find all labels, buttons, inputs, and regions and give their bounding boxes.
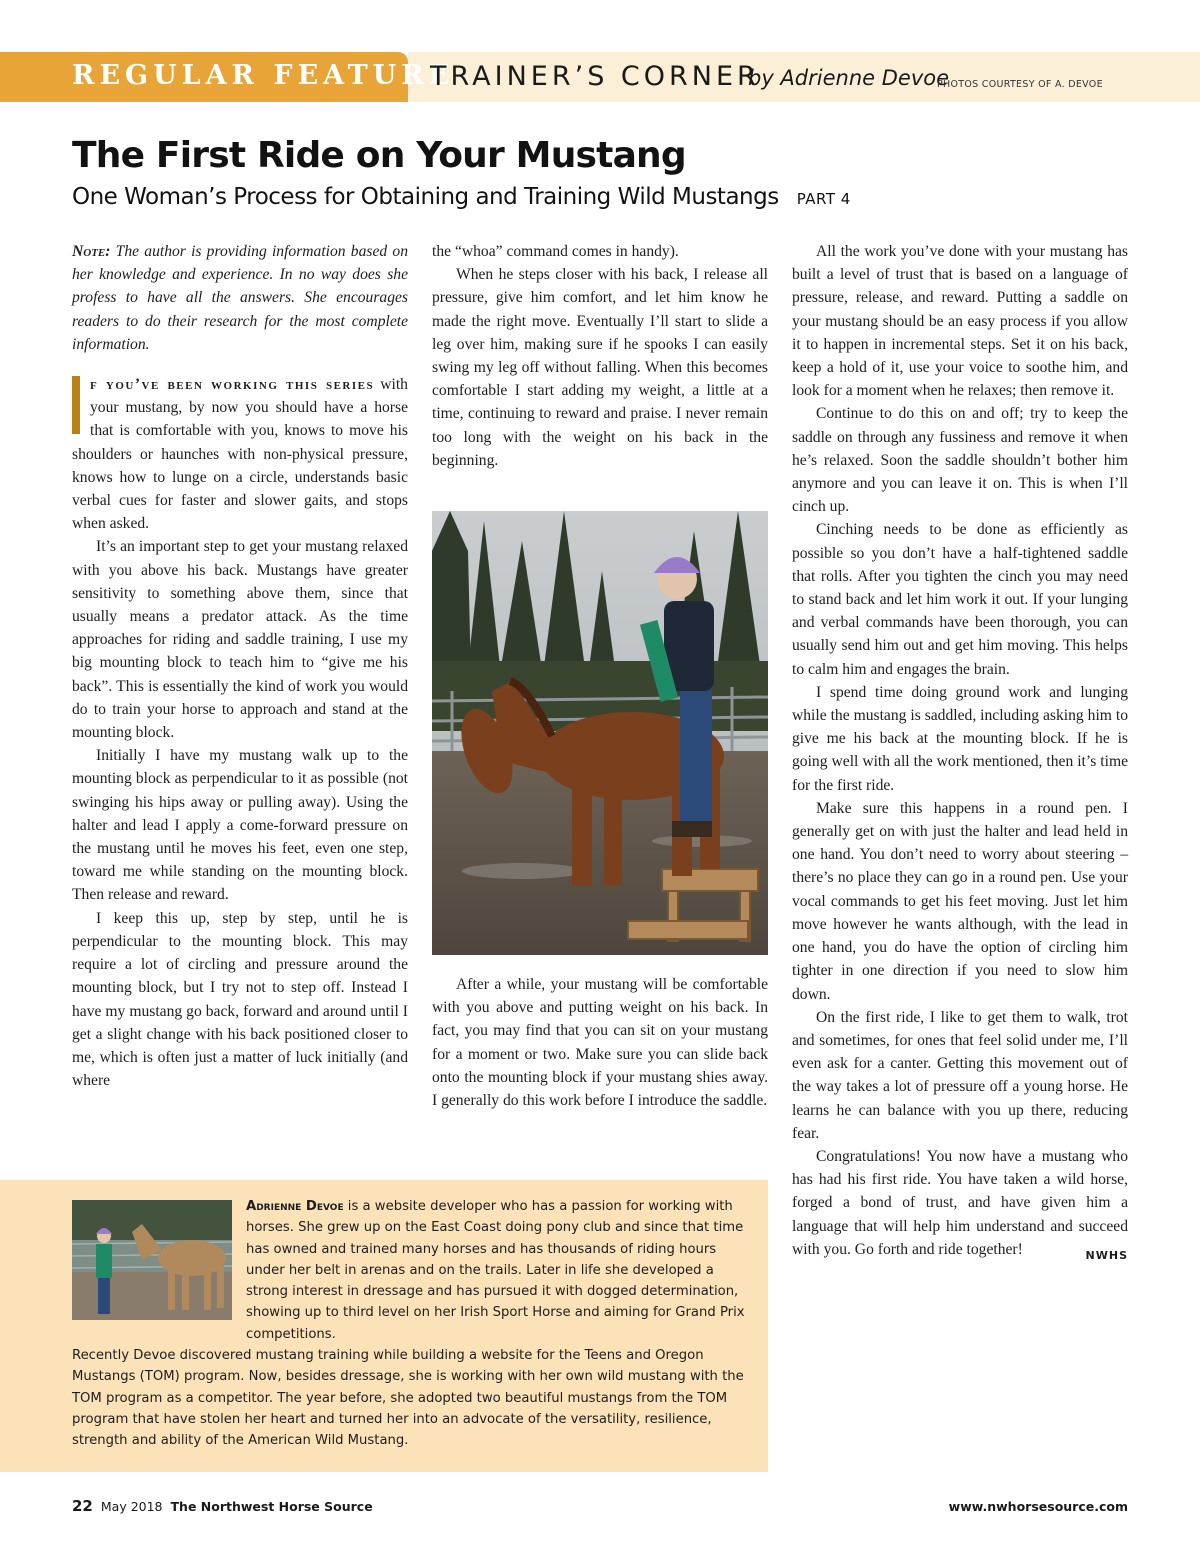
column-3 — [792, 240, 1128, 1267]
column-2 — [432, 240, 768, 472]
rider-on-mustang-photo — [432, 511, 768, 955]
lead-in: f you’ve been working this series — [90, 376, 375, 394]
column-1 — [72, 240, 408, 1092]
bio-text-1: is a website developer who has a passion for working with horses. She grew up on the East Coast doing pony club and since that time has owned and trained many horses and has thousands of riding hours under her belt in arenas and on the trails. Later in life she developed a strong interest in dressage and has pursued it with dogged determination, showing up to third level on her Irish Sport Horse and aiming for Grand Prix competitions. — [246, 1199, 745, 1342]
paragraph: It’s an important step to get your mustang relaxed with you above his back. Mustangs have greater sensitivity to something above them, since that usually means a predator attack. As the time approaches for riding and saddle training, I use my big mounting block to teach him to “give me his back”. This is essentially the kind of work you would do to train your horse to approach and stand at the mounting block. — [72, 538, 408, 742]
section-title: TRAINER’S CORNER — [430, 61, 760, 92]
lead-text: with your mustang, by now you should have a horse that is comfortable with you, knows to move his shoulders or haunches with non-physical pressure, knows how to lunge on a circle, understands basic verbal cues for faster and slower gaits, and stops when asked. — [72, 376, 408, 533]
paragraph: Initially I have my mustang walk up to the mounting block as perpendicular to it as possible (not swinging his hips away or pulling away). Using the halter and lead I apply a come-forward pressure on the mustang until he moves his feet, even one step, toward me while standing on the mounting block. Then release and reward. — [72, 747, 408, 904]
bio-paragraph-2: Recently Devoe discovered mustang training while building a website for the Teens and Oregon Mustangs (TOM) program. Now, besides dressage, she is working with her own wild mustang with the TOM program as a competitor. The year before, she adopted two beautiful mustangs from the TOM program that have stolen her heart and turned her into an advocate of the versatility, resilience, strength and ability of the American Wild Mustang. — [72, 1348, 744, 1449]
paragraph: I keep this up, step by step, until he is perpendicular to the mounting block. This may require a lot of circling and pressure around the mounting block, but I try not to step off. Instead I have my mustang go back, forward and around until I get a slight change with his back positioned closer to me, which is often just a matter of luck initially (and where — [72, 909, 408, 1090]
bio-paragraph-1 — [246, 1196, 746, 1345]
magazine-name: The Northwest Horse Source — [170, 1499, 373, 1514]
byline: by Adrienne Devoe — [748, 66, 950, 90]
part-label: PART 4 — [796, 190, 851, 208]
column-2-continued — [432, 973, 768, 1112]
note-label: Note: — [72, 243, 111, 260]
paragraph: I spend time doing ground work and lunging while the mustang is saddled, including asking him to give me his back at the mounting block. If he is going well with all the work mentioned, then it’s time for the first ride. — [792, 683, 1128, 794]
author-photo — [72, 1200, 232, 1320]
paragraph: the “whoa” command comes in handy). — [432, 243, 679, 260]
paragraph: Make sure this happens in a round pen. I generally get on with just the halter and lead held in one hand. You don’t need to worry about steering – there’s no place they can go in a round pen. Use your vocal commands to get his feet moving. Just let him move however he wants although, with the lead in one hand, you do have the option of circling him tighter in one direction if you need to slow him down. — [792, 799, 1128, 1003]
paragraph: All the work you’ve done with your mustang has built a level of trust that is based on a language of pressure, release, and reward. Putting a saddle on your mustang should be an easy process if you allow it to happen in incremental steps. Set it on his back, keep a hold of it, use your voice to soothe him, and look for a moment when he relaxes; then remove it. — [792, 243, 1128, 400]
issue-date: May 2018 — [100, 1499, 163, 1514]
paragraph: Continue to do this on and off; try to keep the saddle on through any fussiness and remove it when he’s relaxed. Soon the saddle shouldn’t bother him anymore and you can leave it on. This is when I’ll cinch up. — [792, 405, 1128, 516]
author-note — [72, 240, 408, 356]
paragraph: After a while, your mustang will be comfortable with you above and putting weight on his back. In fact, you may find that you can sit on your mustang for a moment or two. Make sure you can slide back onto the mounting block if your mustang shies away. I generally do this work before I introduce the saddle. — [432, 976, 768, 1110]
bio-author-name: Adrienne Devoe — [246, 1199, 344, 1214]
feature-header — [0, 0, 1200, 102]
closing-paragraph — [792, 1145, 1128, 1261]
note-text: The author is providing information based on her knowledge and experience. In no way does she profess to have all the answers. She encourages readers to do their research for the most complete information. — [72, 243, 408, 353]
feature-label: REGULAR FEATURE — [72, 60, 455, 91]
end-mark: NWHS — [1085, 1248, 1128, 1262]
paragraph: Cinching needs to be done as efficiently as possible so you don’t have a half-tightened saddle that rolls. After you tighten the cinch you may need to stand back and let him work it out. If your lunging and verbal commands have been thorough, you can usually send him out and get him moving. This helps to calm him and engages the brain. — [792, 521, 1128, 678]
article-subtitle — [72, 184, 851, 210]
article-photo — [432, 511, 768, 955]
page-number: 22 — [72, 1497, 93, 1515]
website-url: www.nwhorsesource.com — [948, 1499, 1128, 1514]
photo-credit: PHOTOS COURTESY OF A. DEVOE — [937, 79, 1103, 90]
lead-paragraph — [72, 373, 408, 535]
closing-text: Congratulations! You now have a mustang who has had his first ride. You have taken a wild horse, forged a bond of trust, and have given him a language that will help him understand and succeed with you. Go forth and ride together! — [792, 1147, 1128, 1258]
article-title: The First Ride on Your Mustang — [72, 135, 686, 176]
drop-cap-bar — [72, 376, 80, 434]
author-with-horse-photo — [72, 1200, 232, 1320]
paragraph: On the first ride, I like to get them to walk, trot and sometimes, for ones that feel solid under me, I’ll even ask for a canter. Getting this movement out of the way takes a lot of pressure off a young horse. He learns he can balance with you up there, reducing fear. — [792, 1008, 1128, 1142]
page-footer — [72, 1497, 1128, 1517]
paragraph: When he steps closer with his back, I release all pressure, give him comfort, and let him know he made the right move. Eventually I’ll start to slide a leg over him, making sure if he spooks I can easily swing my leg off without falling. When this becomes comfortable I start adding my weight, a little at a time, continuing to reward and praise. I never remain too long with the weight on his back in the beginning. — [432, 266, 768, 469]
subtitle-text: One Woman’s Process for Obtaining and Training Wild Mustangs — [72, 184, 779, 210]
